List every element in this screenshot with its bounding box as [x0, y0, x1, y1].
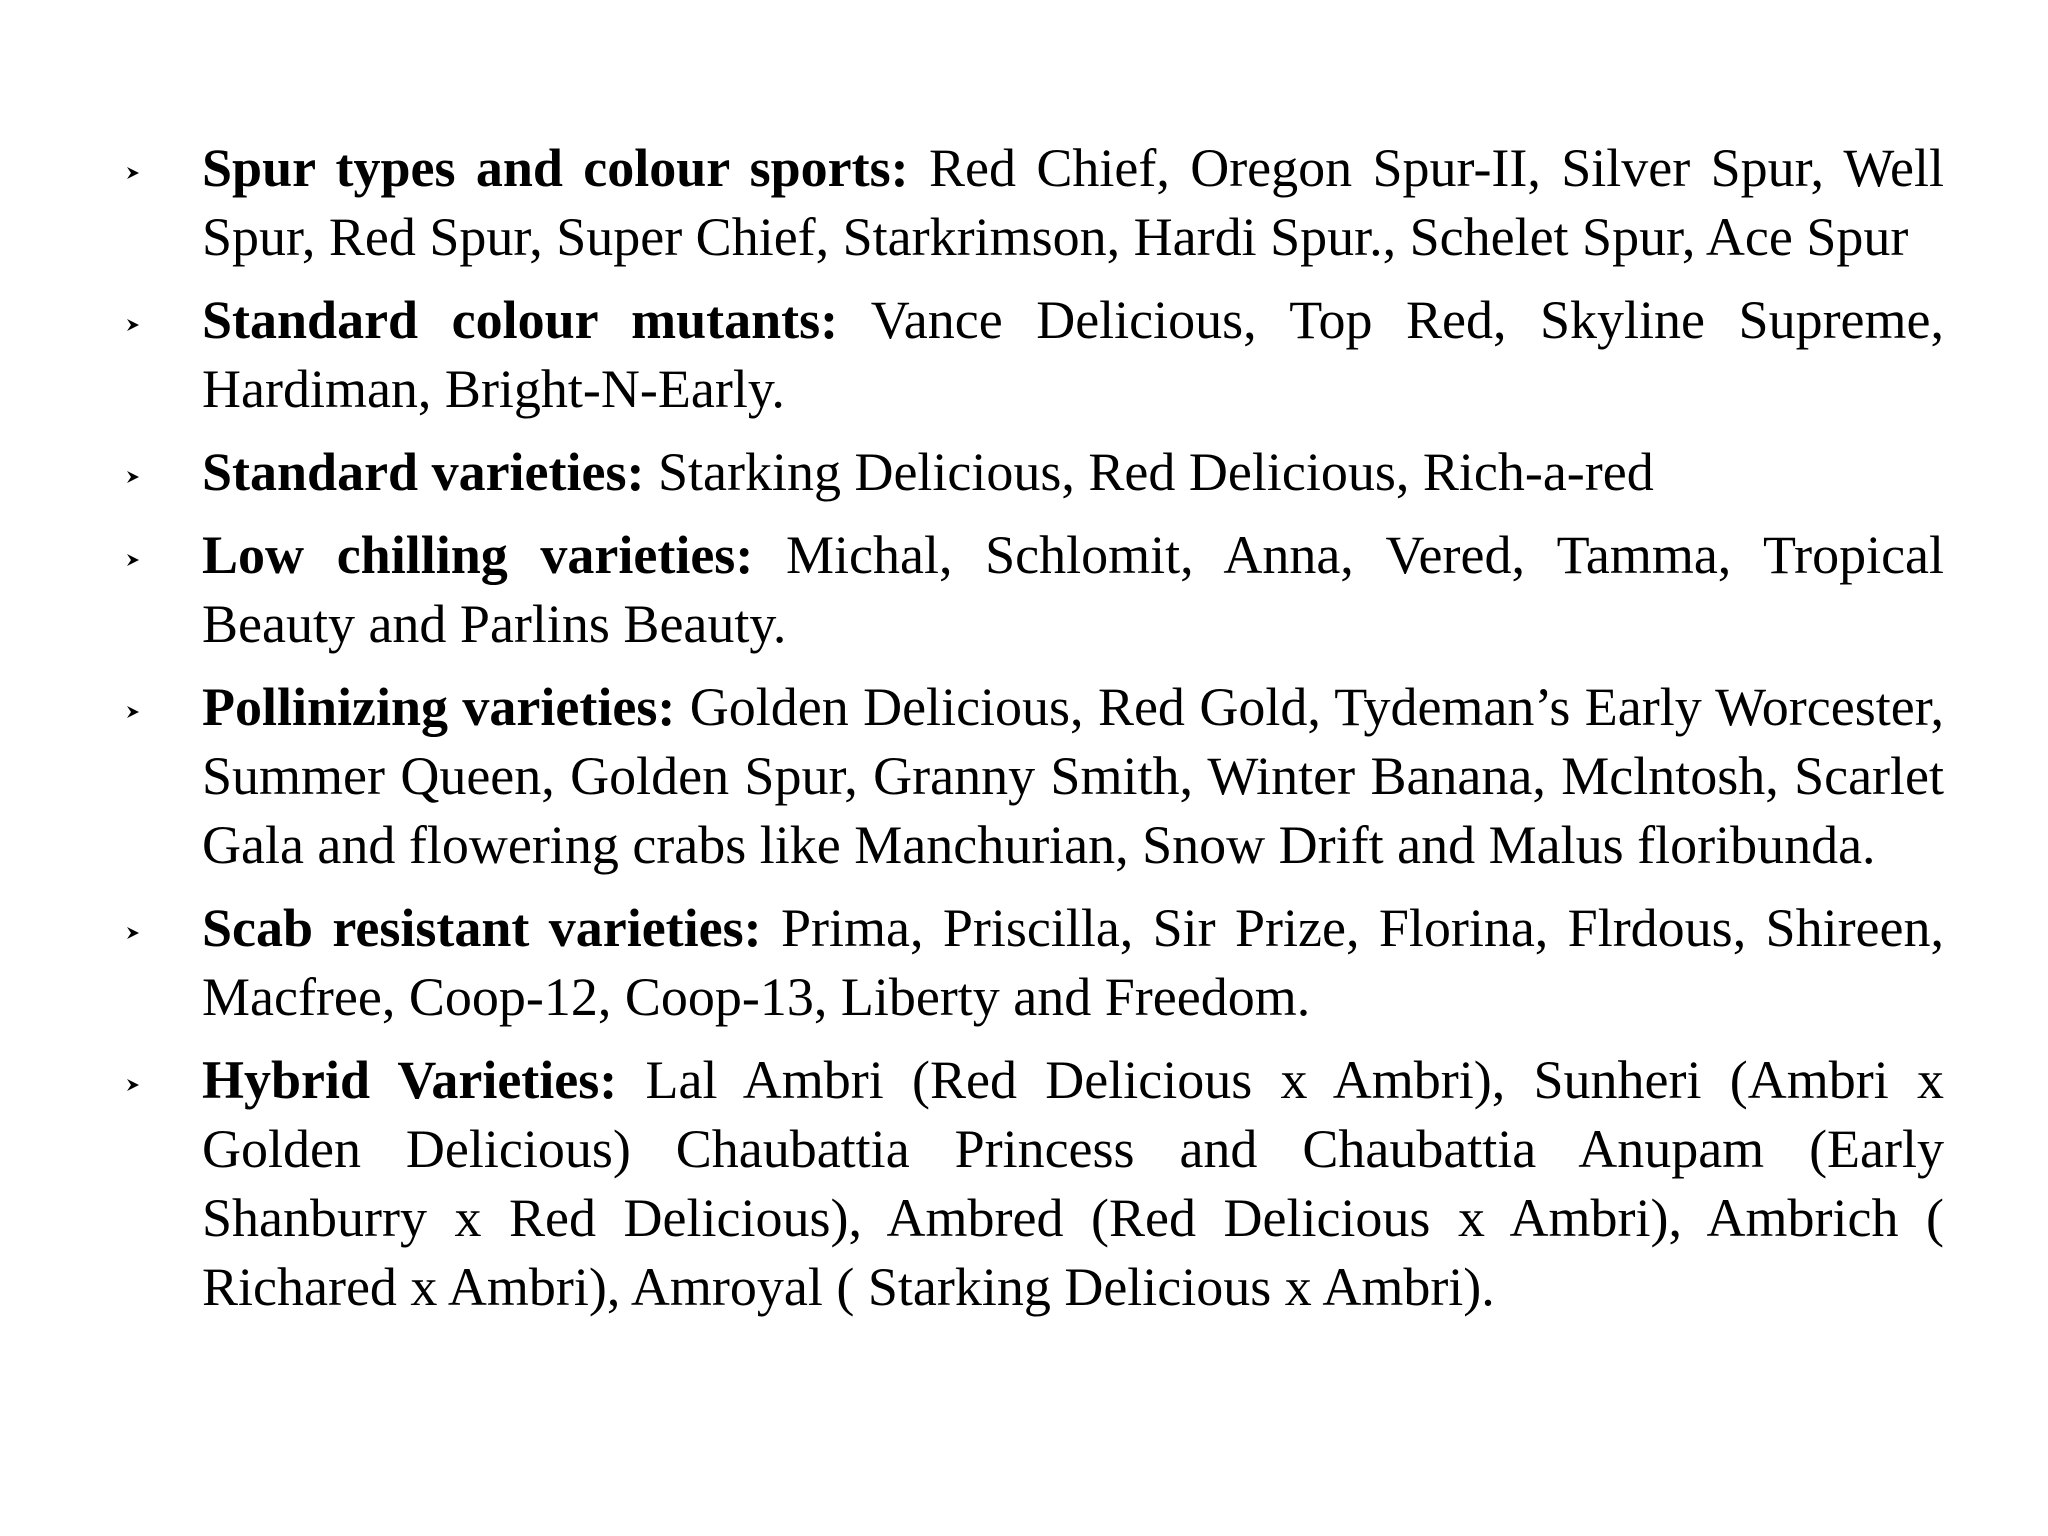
item-term: Spur types and colour sports: [202, 138, 909, 198]
arrowhead-bullet-icon [118, 521, 148, 590]
arrowhead-bullet-icon [118, 134, 148, 203]
item-text: Michal, Schlomit, Anna, Vered, Tamma, Tropical Beauty and Parlins Beauty. [202, 525, 1945, 654]
item-text: Lal Ambri (Red Delicious x Ambri), Sunheri (Ambri x Golden Delicious) Chaubattia Princess and Chaubattia Anupam (Early Shanburry x Red Delicious), Ambred (Red Delicious x Ambri), Ambrich ( Richared x Ambri), Amroyal ( Starking Delicious x Ambri). [202, 1050, 1945, 1317]
arrowhead-bullet-icon [118, 673, 148, 742]
item-text: Vance Delicious, Top Red, Skyline Supreme, Hardiman, Bright-N-Early. [202, 290, 1944, 419]
list-item [118, 673, 1944, 880]
item-text: Red Chief, Oregon Spur-II, Silver Spur, Well Spur, Red Spur, Super Chief, Starkrimson, Hardi Spur., Schelet Spur, Ace Spur [202, 138, 1944, 267]
item-text: Starking Delicious, Red Delicious, Rich-a-red [657, 442, 1654, 502]
item-text: Prima, Priscilla, Sir Prize, Florina, Flrdous, Shireen, Macfree, Coop-12, Coop-13, Liberty and Freedom. [202, 898, 1944, 1027]
item-term: Low chilling varieties: [202, 525, 754, 585]
item-term: Scab resistant varieties: [202, 898, 762, 958]
list-item [118, 286, 1944, 424]
list-item [118, 438, 1944, 507]
item-term: Pollinizing varieties: [202, 677, 676, 737]
list-item [118, 1046, 1944, 1322]
item-term: Standard colour mutants: [202, 290, 839, 350]
bullet-list [118, 134, 1944, 1336]
item-text: Golden Delicious, Red Gold, Tydeman’s Early Worcester, Summer Queen, Golden Spur, Granny Smith, Winter Banana, Mclntosh, Scarlet Gala and flowering crabs like Manchurian, Snow Drift and Malus floribunda. [202, 677, 1945, 875]
item-term: Hybrid Varieties: [202, 1050, 618, 1110]
arrowhead-bullet-icon [118, 438, 148, 507]
list-item [118, 521, 1944, 659]
arrowhead-bullet-icon [118, 286, 148, 355]
arrowhead-bullet-icon [118, 894, 148, 963]
item-term: Standard varieties: [202, 442, 645, 502]
list-item [118, 134, 1944, 272]
list-item [118, 894, 1944, 1032]
arrowhead-bullet-icon [118, 1046, 148, 1115]
